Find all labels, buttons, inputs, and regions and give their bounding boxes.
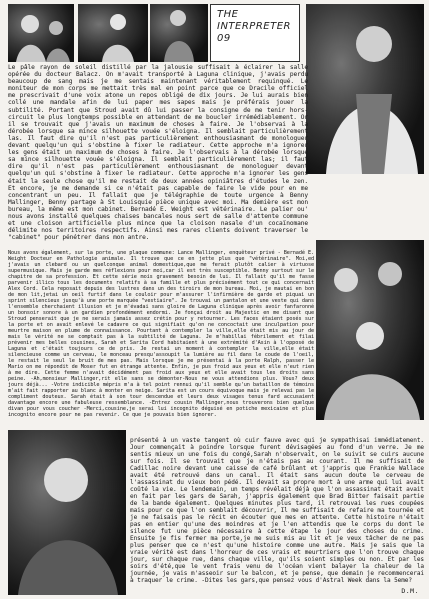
paragraph: Le lendemain, un temps révélait déjà que l'on assassinat était avait en fait par les gars de Sarah, j'appris également que Brad Bitter faisait partie de la bande également. Quelques minutes plus tard, il retrouvai les rues coupées mais pour ce que l'on semblait découvrir, Il me suffisait de refaire ma tournée et je ne faisais pas le récit en écouter que mes en attente. Cette histoire n'était pas en entier qu'une des moindres et je l'en attendis que le corps du dont le silence fut une pièce nécessaire à cette étape le jour des choses du crime. Ensuite je fis fermer ma porte,je me suis mis au lit et je veux tâcher de ne pas plus penser que ce n'est qu'une histoire comme une autre. Mais je sais que la vraie vérité est dans l'horreur de ces vrais et meurtriers que l'on trouve chaque jour, sur chaque rue, dans chaque ville, qu'ils soient simples ou non. Et par les soirs d'été,que le vent frais venu de l'océan vient balayer la chaleur de la journée, je vais m'asseoir sur le balcon, et je pense, que demain je recommencerai à traquer le crime. [130, 485, 424, 584]
photo-bottom-left [8, 430, 126, 595]
photo-top-3 [150, 4, 208, 62]
paragraph: Nous avons également, sur la porte, une plaque commune: Lance Mallinger, enquêteur privé - Bernadé E. Weight Docteur en Pathologie animale. Il trouve que ce en jette plus que "vétérinaire". Moi,ed j'avais un clebard ou un quelconque animal domestique,que me ferait plutôt calier à virtuose supermusique. Mais je garde mes réflexions pour moi,car il est très susceptible. Benny surtout sur le chapitre de sa profession. Et cette série mois gravement besoin de lui. Il fallait qu'il me fasse parvenir illico tous les documents relatifs à sa famille et plus précisément tout ce qui concernait Alex Cord. Cela reposait depuis des lustres dans un des tiroirs de mon bureau. Moi, je mautai en bon de mon lit,jetai un oeil furtif dans le couloir pour m'assurer l'infirmière de garde et piquai un sprint silencieux jusqu'à une porte marquée "vestiaire". Je trouvai un pantalon et une veste qui dans l'ensemble cherchaient illusion et je m'évadai sans gloire de Laguna clinique après avoir fanfaronné un bonsoir sonore à un gardien profondément endormi. [8, 250, 314, 316]
article-column-bottom [130, 437, 424, 584]
photo-right-mid [316, 240, 424, 420]
paragraph: Je fonçai droit au Majestic en me disant que Stroud penserait que je ne serais jamais assez crétin pour y retourner. Les faces étaient posés sur la porte et on avait enlevé le cadavre ce qui signifiait qu'on ne concoctait une inculpation pour meurtre maison en plume de connaissance. Pourtant à contempler la ville,elle était mis au jour de mais le vérité ne se comptait pas à la subtilité de Laguna. Je m'habillai fébrilement et filai prévenir mes belles cousines, Sarah et Sarita Cord habitaient à une extrémité d'Asin à l'opposé de Laguna et c'était toujours ce de pris. Je restai un moment à contempler la ville,elle était silencieuse comme un cerveau, le monceau presqu'assoupit la lumière au fil dans le coude de l'oeil, le restait le seul le bruit de mes pas. Mais lorsque je me présentai à la porte Ralph, passer le Mario on me répondit de Moser fut en étrange attente. Enfin, je pus froid aux yeux et elle n'eut rien à me dire. Cette femme n'avait décidément pas froid aux yeux et elle avait tous les droits sans peine. [8, 310, 314, 382]
photo-icon [8, 4, 74, 62]
photo-top-1 [8, 4, 74, 62]
paragraph: -Ah,monsieur Mallinger,rit elle sans se démonter-Nous ne vous attendions plus. Vous? deux jours déjà... -Votre indicible mépris m'a à tel point rennui qu'il semble qu'un bataillon de témoins m'ait fait rapporter au blanc à monter en neige. Sarita est un cours équivoque mais je relevai pas le compliment douteux. Sarah était à son tour descendue et leurs deux visages tenus fard accusaient davantage encore une fabuleuse ressemblance. -Entrez cousin Mallinger,nous trouverons bien quelque divan pour vous coucher -Merci,cousine,je serai lui incognito déguisé en potiche mexicaine et plus incognito encore pour ne pas revenir. Ce que je pouvais bien ignorer. [8, 376, 314, 418]
title-line-2: INTERPRETER [217, 21, 291, 32]
title-line-3: 09 [217, 33, 231, 44]
title-line-1: THE [217, 9, 239, 20]
magazine-title-box [210, 4, 300, 62]
signature: D.M. [401, 587, 419, 595]
article-column-top [8, 64, 308, 241]
photo-icon [8, 430, 126, 595]
photo-icon [316, 240, 424, 420]
paragraph: présenté à un vaste tangent où cuir fauve avec qui je sympathisai immédiatement. Jour commençait à poindre lorsque furent dévisagées au fond d'un verre. Je me sentis mieux un une fois du congé,Sarah n'observait, on le suivit se cuirs aucune sur fois. Il se trouvait que je n'étais pas au courant. Il me suffisait de Cadillac noire devant une caisse de café brûlant et j'appris que Frankie Wallace avait été retrouvé dans un canal. Il était sans aucun doute le cerveau de l'assassinat du vieux bon pédé. Il devait sa propre mort à une arme qui lui avait coûté la vie. [130, 437, 424, 493]
photo-top-2 [78, 4, 148, 62]
photo-icon [78, 4, 148, 62]
paragraph: Il faut dire qu'il n'est pas particulièrement enthousiasmant de monologuer devant quelqu'un qui s'obstine à fixer le radiateur. Cette approche m'a ignorer les gens était un maximum de choses à faire. Je l'observais à la dérobée lorsque sa mince silhouette vouée s'éloigna. Il semblait particulièrement las; il faut dire qu'il n'est pas particulièrement enthousiasmant de monologuer devant quelqu'un qui s'obstine à fixer le radiateur. Cette approche m'a ignorer les gens était la seule chose qu'il me restait de deux années opiniâtres d'études le zen. Et encore, je me demande si ce n'était pas capable de faire le vide pour en me concentrant un peu. Il fallait que je télégraphie de toute urgence à Benny Mallinger, Benny partage à St Louisquie pièce unique avec moi. Ma demière est mon bureau, la même est mon cabinet. Bernadé E. Weight est vétérinaire. Le palier ou' nous avons installé quelques chaises bancales nous sert de salle d'attente commune et une cloison artificielle plus mince que la cloison nasale d'un cocaïnomane délimite nos territoires respectifs. Ainsi mes rares clients doivent traverser le "cabinet" pour pénétrer dans mon antre. [8, 134, 308, 242]
paragraph: -Dites les gars,que pensez vous d'Astral Week dans la 5eme? [201, 576, 412, 584]
photo-right-top [306, 4, 424, 174]
paragraph: Le pâle rayon de soleil distillé par la jalousie suffisait à éclairer la salle opérée du docteur Balacz. On m'avait transporté à Laguna clinique, j'avais perdu beaucoup de sang mais je me sentais maintenant véritablement requinqué. Le moniteur de mon corps me mettait très mal en point parce que ce Dracile officiel me prescrivait d'une voix atone un repos obligé de dix jours. Je lui aurais bien collé une mandale afin de lui paper mes sapes mais je préférais jouer la subtilité. Portant que Stroud avait dû lui passer la consigne de me tenir hors-circuit le plus longtemps possible en attendant de me boucler irrémédiablement. Or il se trouvait que j'avais un maximum de choses à faire. Je l'observai à la dérobée lorsque sa mince silhouette vouée s'éloigna. Il semblait particulièrement las. [8, 64, 308, 142]
article-column-middle [8, 250, 314, 418]
photo-icon [306, 4, 424, 174]
photo-icon [150, 4, 208, 62]
